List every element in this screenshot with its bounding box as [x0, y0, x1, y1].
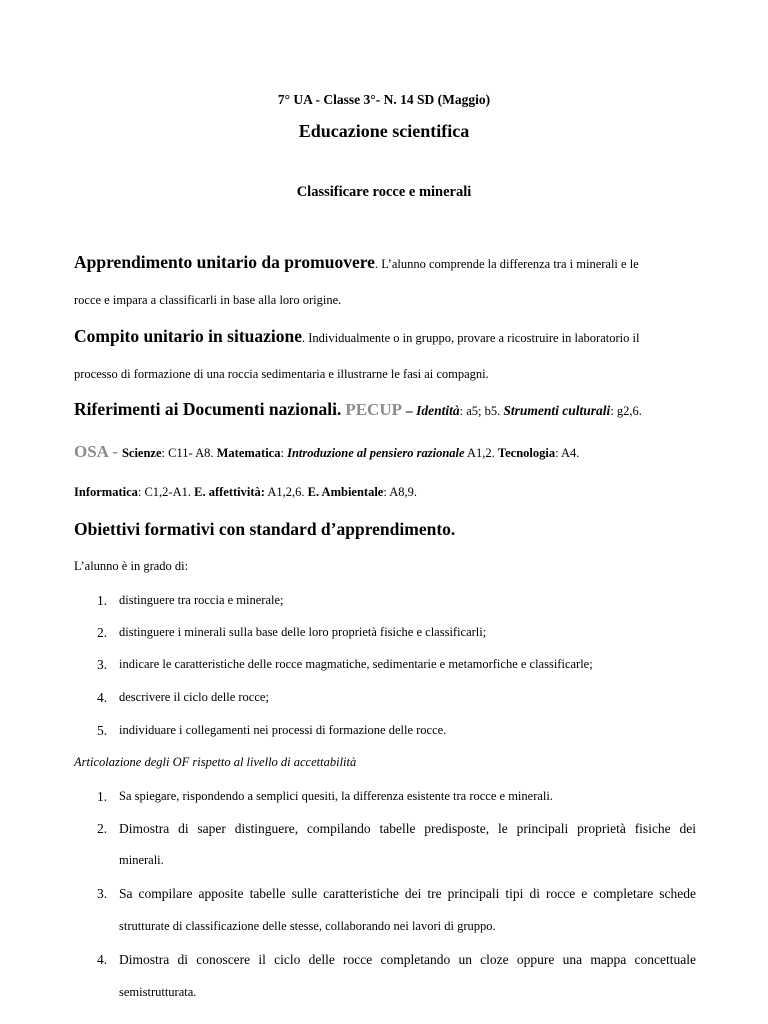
obiettivo-text: distinguere i minerali sulla base delle loro proprietà fisiche e classificarli;	[119, 625, 487, 639]
informatica-label: Informatica	[74, 485, 138, 499]
riferimenti-line3	[74, 484, 417, 500]
obiettivo-text: indicare le caratteristiche delle rocce magmatiche, sedimentarie e metamorfiche e classificarle;	[119, 657, 593, 671]
compito-line1	[74, 328, 639, 346]
strumenti-value: : g2,6.	[610, 404, 642, 418]
obiettivo-text: distinguere tra roccia e minerale;	[119, 593, 284, 607]
matematica-sep: :	[280, 446, 288, 460]
riferimenti-line2	[74, 443, 579, 461]
articolazione-heading: Articolazione degli OF rispetto al livello di accettabilità	[74, 755, 357, 769]
compito-text: . Individualmente o in gruppo, provare a ricostruire in laboratorio il	[302, 331, 640, 345]
obiettivo-num: 1.	[97, 593, 108, 608]
articolazione-text: Dimostra di saper distinguere, compilando tabelle predisposte, le principali proprietà fisiche dei	[119, 821, 696, 836]
identita-label: – Identità	[406, 403, 460, 418]
ua-line: 7° UA - Classe 3°- N. 14 SD (Maggio)	[277, 92, 491, 107]
compito-line2: processo di formazione di una roccia sedimentaria e illustrarne le fasi ai compagni.	[74, 367, 489, 381]
scienze-value: : C11- A8.	[161, 446, 217, 460]
subject-title: Educazione scientifica	[298, 121, 470, 141]
ambientale-label: E. Ambientale	[307, 485, 384, 499]
articolazione-text-cont: minerali.	[119, 853, 164, 867]
articolazione-num: 4.	[97, 952, 108, 967]
obiettivo-num: 5.	[97, 723, 108, 738]
articolazione-text-cont: semistrutturata.	[119, 985, 197, 999]
tecnologia-value: : A4.	[555, 446, 580, 460]
intro-label: Introduzione al pensiero razionale	[287, 446, 465, 460]
compito-label: Compito unitario in situazione	[74, 326, 303, 346]
tecnologia-label: Tecnologia	[497, 446, 556, 460]
articolazione-num: 3.	[97, 886, 108, 901]
obiettivi-intro: L’alunno è in grado di:	[74, 559, 189, 573]
apprendimento-label: Apprendimento unitario da promuovere	[74, 252, 375, 272]
strumenti-label: Strumenti culturali	[503, 403, 611, 418]
affettivita-label: E. affettività:	[194, 485, 265, 499]
osa-label: OSA -	[74, 442, 118, 461]
apprendimento-text: . L’alunno comprende la differenza tra i minerali e le	[374, 257, 639, 271]
topic-title: Classificare rocce e minerali	[296, 184, 472, 200]
intro-value: A1,2.	[464, 446, 498, 460]
obiettivo-num: 3.	[97, 657, 108, 672]
riferimenti-line1	[74, 401, 642, 419]
obiettivo-num: 2.	[97, 625, 108, 640]
articolazione-num: 2.	[97, 821, 108, 836]
obiettivo-num: 4.	[97, 690, 108, 705]
obiettivi-heading: Obiettivi formativi con standard d’apprendimento.	[74, 519, 456, 539]
riferimenti-label: Riferimenti ai Documenti nazionali.	[74, 399, 342, 419]
pecup-label: PECUP	[345, 400, 402, 419]
articolazione-num: 1.	[97, 789, 108, 804]
scienze-label: Scienze	[121, 446, 162, 460]
affettivita-value: A1,2,6.	[264, 485, 308, 499]
apprendimento-line2: rocce e impara a classificarli in base alla loro origine.	[74, 293, 342, 307]
articolazione-text: Sa compilare apposite tabelle sulle caratteristiche dei tre principali tipi di rocce e completare schede	[119, 886, 696, 901]
articolazione-text-cont: strutturate di classificazione delle stesse, collaborando nei lavori di gruppo.	[119, 919, 496, 933]
articolazione-text: Sa spiegare, rispondendo a semplici quesiti, la differenza esistente tra rocce e minerali.	[119, 789, 553, 803]
ambientale-value: : A8,9.	[383, 485, 418, 499]
identita-value: : a5; b5.	[459, 404, 504, 418]
apprendimento-line1	[74, 254, 639, 272]
obiettivo-text: descrivere il ciclo delle rocce;	[119, 690, 269, 704]
articolazione-text: Dimostra di conoscere il ciclo delle rocce completando un cloze oppure una mappa concettuale	[119, 952, 696, 967]
obiettivo-text: individuare i collegamenti nei processi di formazione delle rocce.	[119, 723, 447, 737]
informatica-value: : C1,2-A1.	[137, 485, 195, 499]
matematica-label: Matematica	[216, 446, 281, 460]
